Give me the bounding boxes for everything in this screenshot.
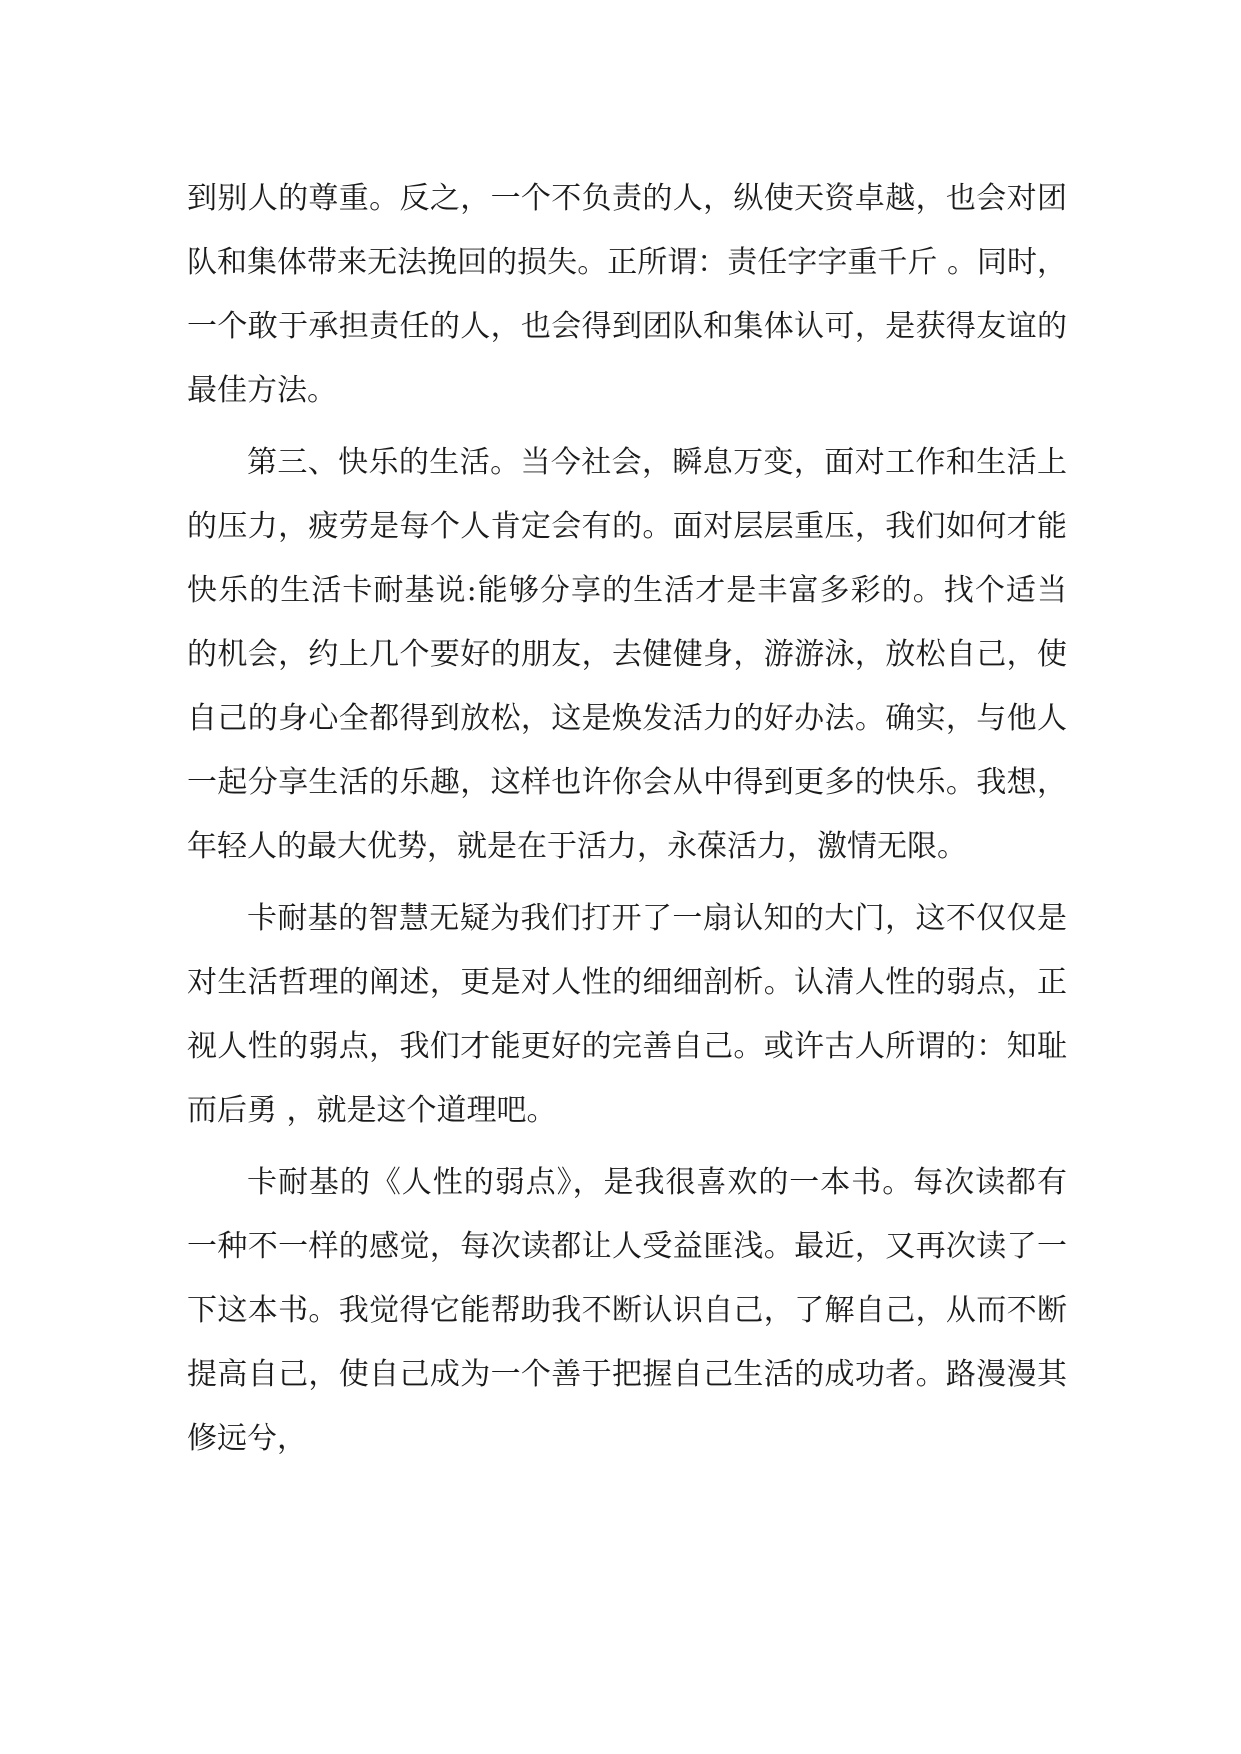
paragraph-carnegie-wisdom: 卡耐基的智慧无疑为我们打开了一扇认知的大门，这不仅仅是对生活哲理的阐述，更是对人性的细细剖析。认清人性的弱点，正视人性的弱点，我们才能更好的完善自己。或许古人所谓的：知耻而后勇 ，就是这个道理吧。 (187, 901, 1067, 1128)
paragraph-book-review: 卡耐基的《人性的弱点》，是我很喜欢的一本书。每次读都有一种不一样的感觉，每次读都让人受益匪浅。最近，又再次读了一下这本书。我觉得它能帮助我不断认识自己，了解自己，从而不断提高自己，使自己成为一个善于把握自己生活的成功者。路漫漫其修远兮， (187, 1165, 1067, 1456)
paragraph-happy-life: 第三、快乐的生活。当今社会，瞬息万变，面对工作和生活上的压力，疲劳是每个人肯定会有的。面对层层重压，我们如何才能快乐的生活卡耐基说:能够分享的生活才是丰富多彩的。找个适当的机会，约上几个要好的朋友，去健健身，游游泳，放松自己，使自己的身心全都得到放松，这是焕发活力的好办法。确实，与他人一起分享生活的乐趣，这样也许你会从中得到更多的快乐。我想，年轻人的最大优势，就是在于活力，永葆活力，激情无限。 (187, 445, 1067, 864)
paragraph-responsibility-end: 到别人的尊重。反之，一个不负责的人，纵使天资卓越，也会对团队和集体带来无法挽回的损失。正所谓：责任字字重千斤 。同时，一个敢于承担责任的人，也会得到团队和集体认可，是获得友谊的最佳方法。 (187, 181, 1067, 408)
body-text (187, 167, 1067, 1471)
